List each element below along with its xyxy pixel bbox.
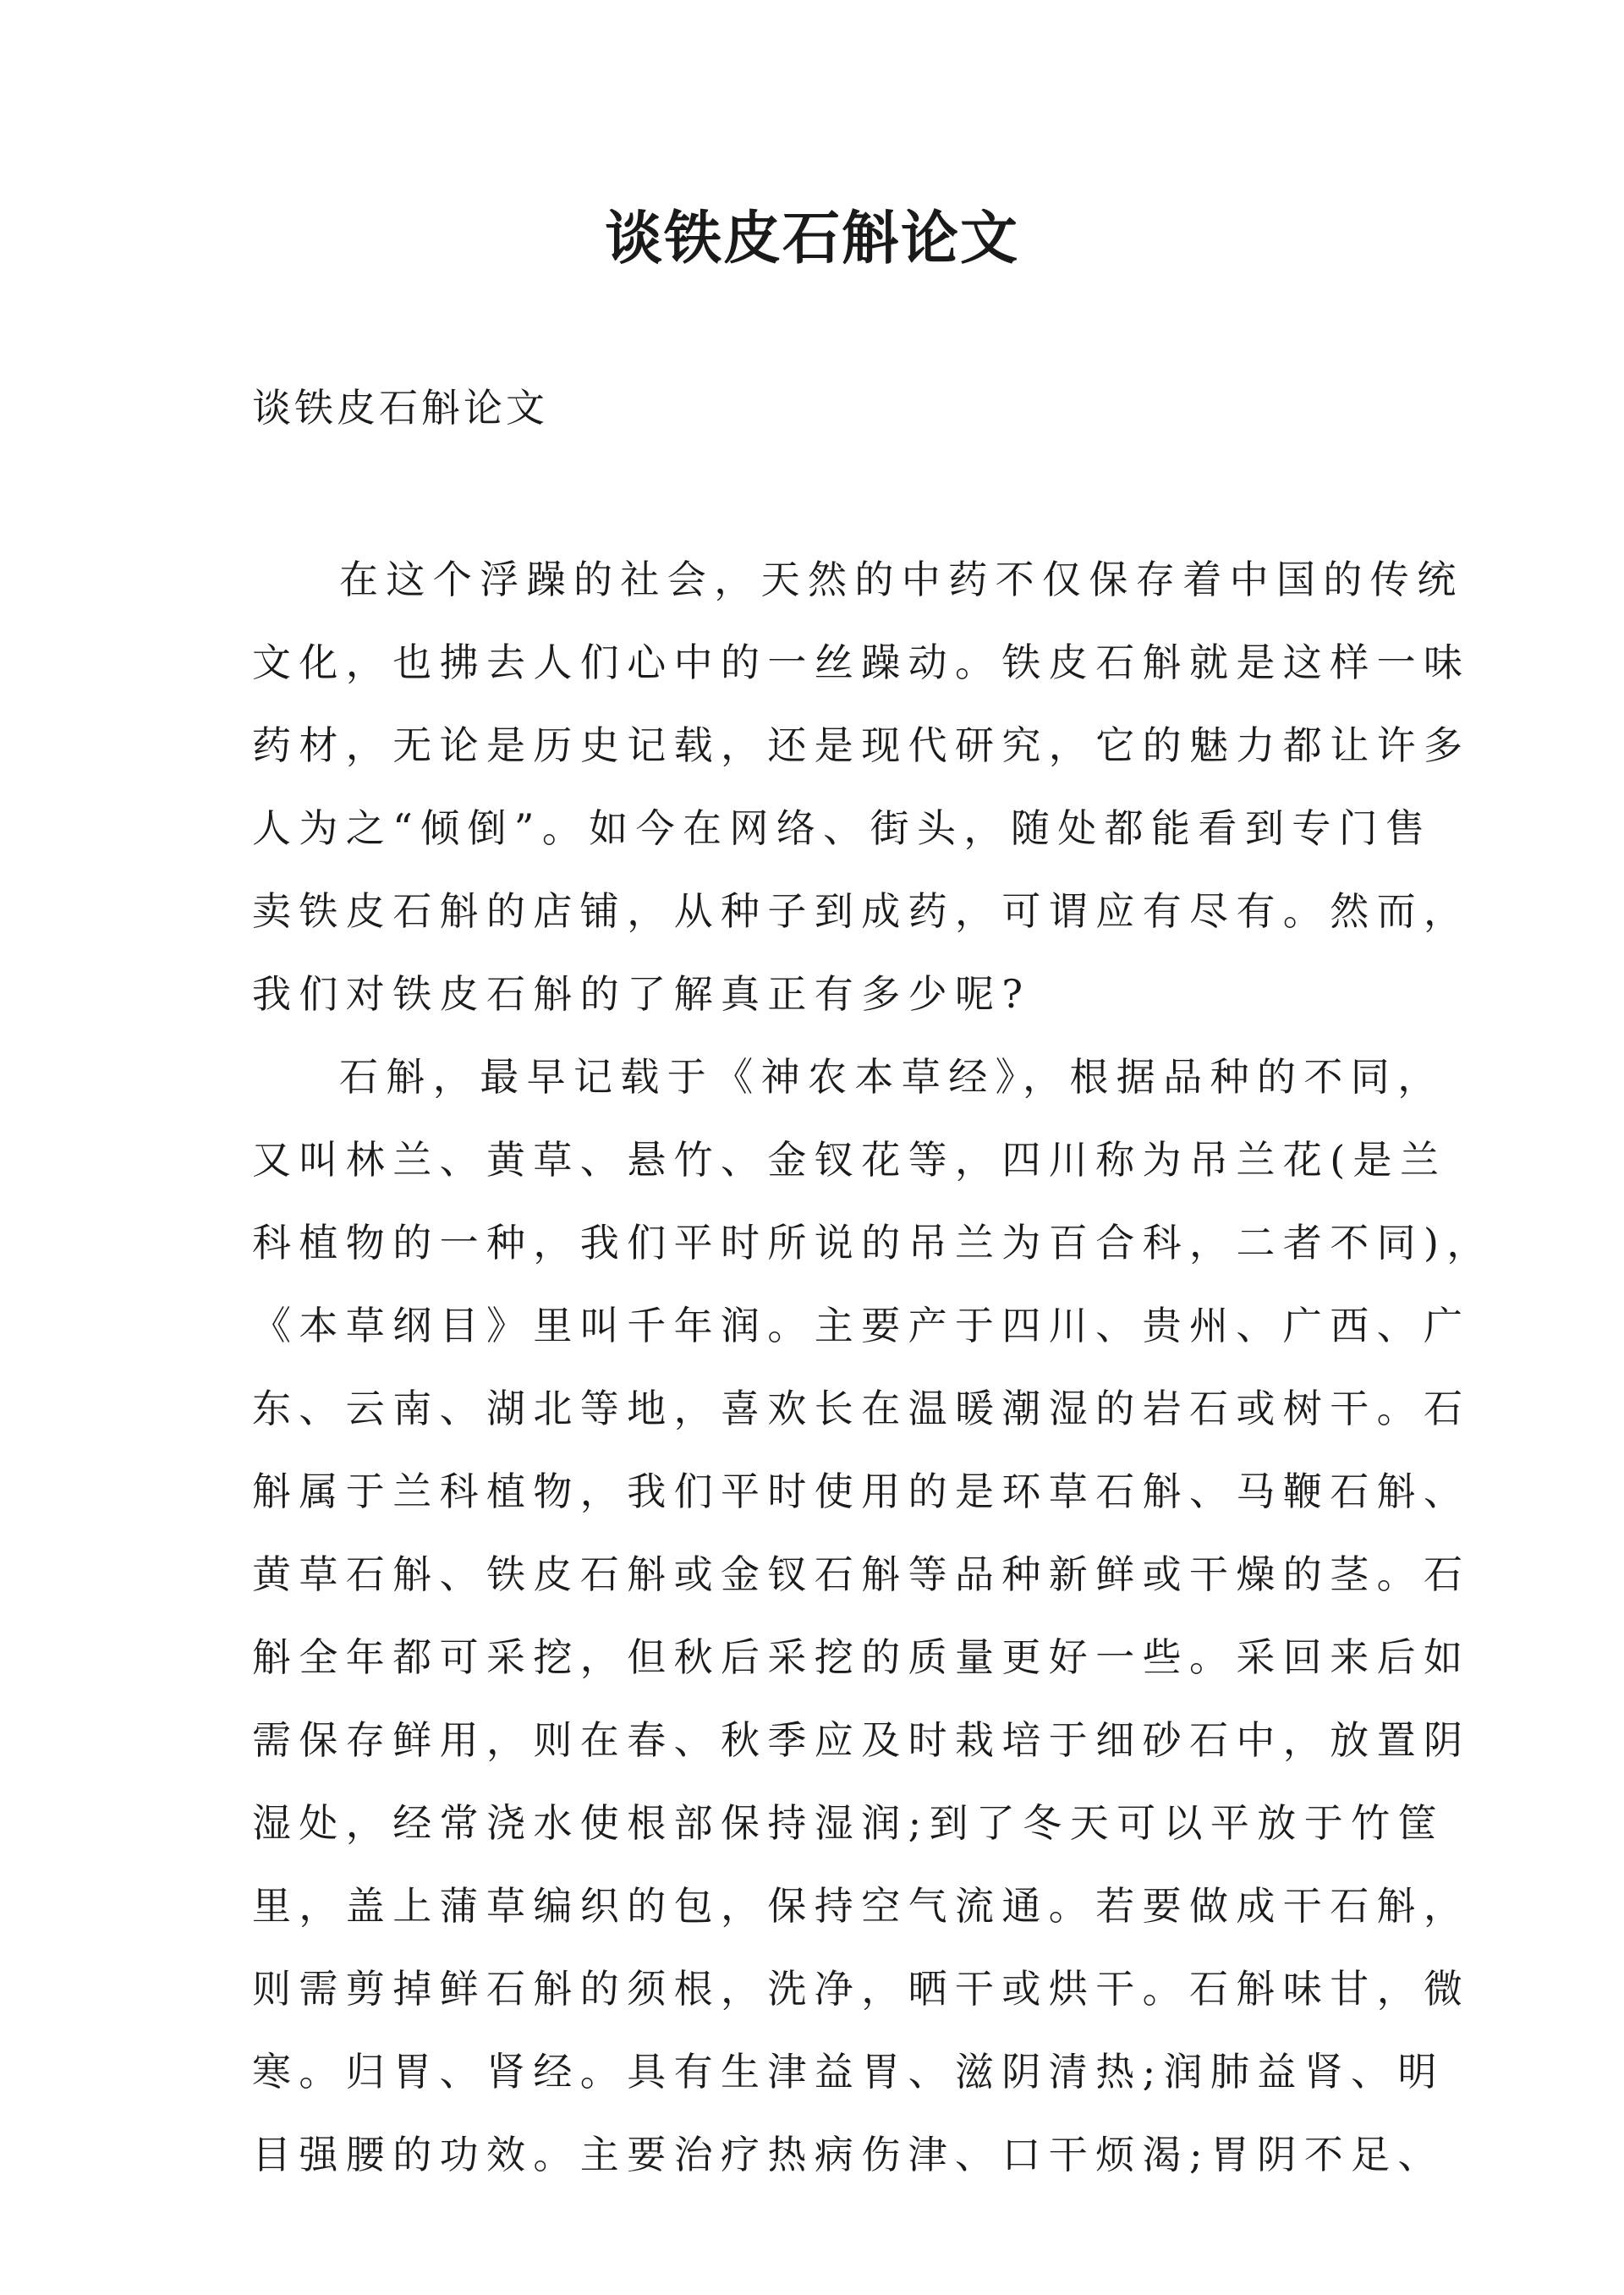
text-line: 药材，无论是历史记载，还是现代研究，它的魅力都让许多 [252,722,1471,768]
text-line: 湿处，经常浇水使根部保持湿润;到了冬天可以平放于竹筐 [252,1800,1445,1846]
text-line: 斛全年都可采挖，但秋后采挖的质量更好一些。采回来后如 [252,1634,1471,1680]
text-line: 我们对铁皮石斛的了解真正有多少呢? [252,971,1031,1017]
text-line: 在这个浮躁的社会，天然的中药不仅保存着中国的传统 [339,557,1464,602]
text-line: 《本草纲目》里叫千年润。主要产于四川、贵州、广西、广 [252,1303,1471,1348]
document-title: 谈铁皮石斛论文 [604,206,1019,272]
text-line: 文化，也拂去人们心中的一丝躁动。铁皮石斛就是这样一味 [252,640,1471,685]
body-text [252,538,1494,2196]
text-line: 斛属于兰科植物，我们平时使用的是环草石斛、马鞭石斛、 [252,1469,1471,1514]
text-line: 又叫林兰、黄草、悬竹、金钗花等，四川称为吊兰花(是兰 [252,1137,1447,1183]
text-line: 石斛，最早记载于《神农本草经》，根据品种的不同， [339,1054,1445,1100]
text-line: 目强腰的功效。主要治疗热病伤津、口干烦渴;胃阴不足、 [252,2132,1445,2177]
text-line: 寒。归胃、肾经。具有生津益胃、滋阴清热;润肺益肾、明 [252,2049,1445,2095]
text-line: 科植物的一种，我们平时所说的吊兰为百合科，二者不同)， [252,1220,1494,1266]
text-line: 则需剪掉鲜石斛的须根，洗净，晒干或烘干。石斛味甘，微 [252,1966,1471,2012]
text-line: 里，盖上蒲草编织的包，保持空气流通。若要做成干石斛， [252,1883,1471,1929]
text-line: 需保存鲜用，则在春、秋季应及时栽培于细砂石中，放置阴 [252,1717,1471,1763]
text-line: 东、云南、湖北等地，喜欢长在温暖潮湿的岩石或树干。石 [252,1386,1471,1431]
text-line: 人为之“倾倒”。如今在网络、街头，随处都能看到专门售 [252,805,1433,851]
document-subtitle: 谈铁皮石斛论文 [252,385,548,431]
text-line: 黄草石斛、铁皮石斛或金钗石斛等品种新鲜或干燥的茎。石 [252,1551,1471,1597]
text-line: 卖铁皮石斛的店铺，从种子到成药，可谓应有尽有。然而， [252,888,1471,934]
